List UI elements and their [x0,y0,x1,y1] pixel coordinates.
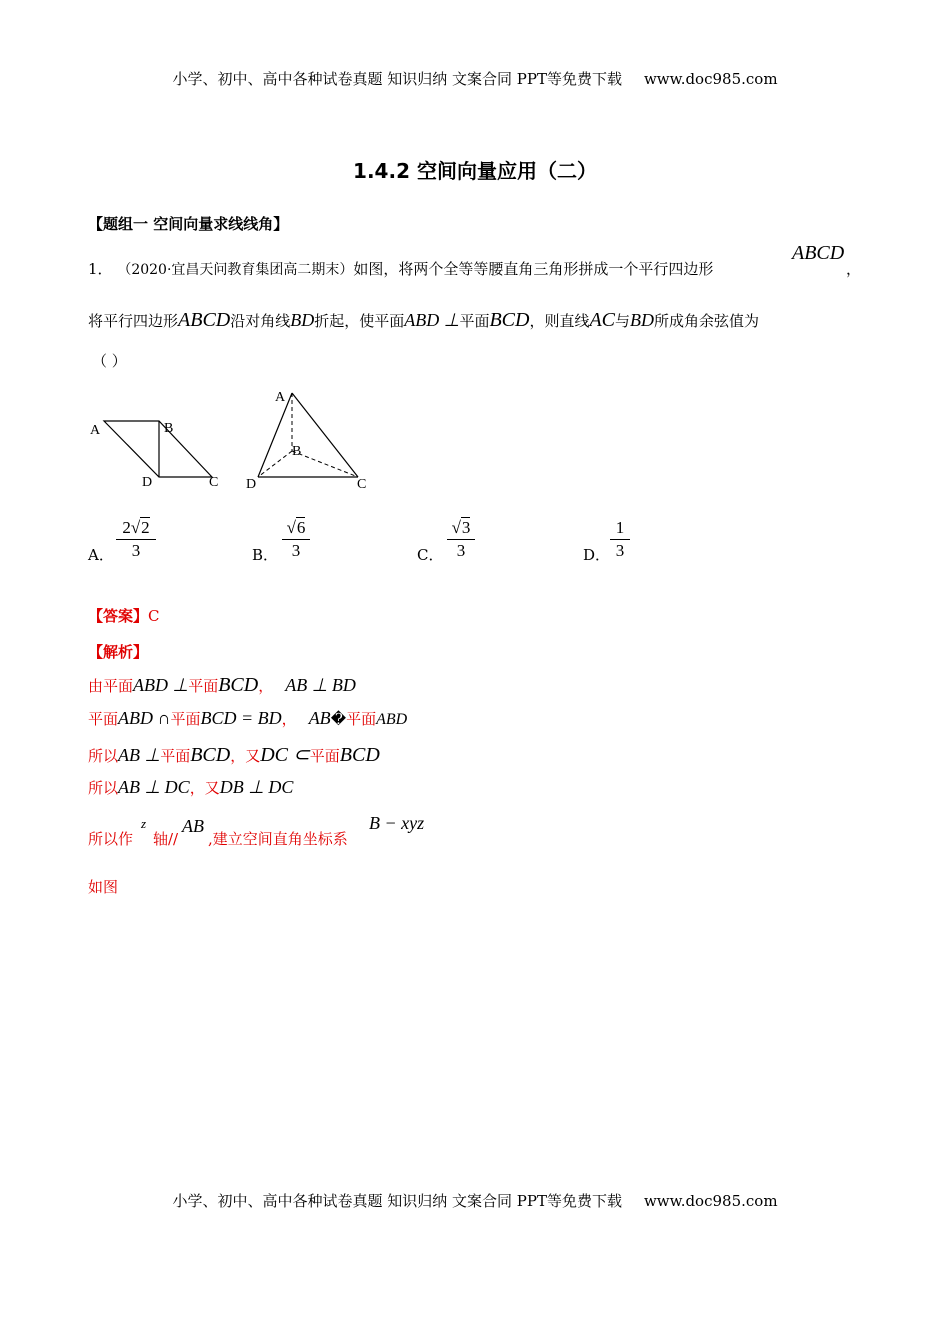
unknown-glyph: � [330,710,347,728]
option-c-denominator: 3 [456,541,466,560]
fraction-bar [447,539,475,540]
text-segment: ， [258,677,274,695]
radicand: 6 [296,518,306,537]
math-segment: BCD [339,744,380,766]
answer-blank: （ ） [92,352,127,370]
option-a-letter: A． [88,546,114,564]
question-number: 1． [88,260,113,278]
math-segment: ABD ⊥ [133,675,189,695]
comma: ， [846,260,862,278]
question-text: 如图，将两个全等等腰直角三角形拼成一个平行四边形 [353,260,714,278]
math-segment: AB ⊥ DC [118,777,190,797]
option-c-fraction [447,518,475,561]
page-title: 1.4.2 空间向量应用（二） [353,159,597,183]
math-segment: AB [308,708,331,728]
figure-tetrahedron [240,385,380,495]
question-source: （2020·宜昌天问教育集团高二期末） [117,262,354,278]
text-segment: 由平面 [88,677,134,695]
math-ac: AC [589,309,616,331]
math-bd: BD [290,310,315,330]
analysis-line-5-c: ,建立空间直角坐标系 [208,830,348,848]
question-line-1 [88,258,713,279]
label-c: C [209,475,219,490]
option-b-letter: B． [252,546,279,564]
footer-url: www.doc985.com [643,1192,778,1210]
text-segment: 将平行四边形 [88,312,179,330]
label-a: A [90,423,101,438]
text-segment: 沿对角线 [230,312,291,330]
text-segment: ， [281,710,297,728]
math-abcd: ABCD [178,309,231,331]
option-b-numerator: √6 [286,518,306,537]
page-header [0,68,950,89]
parallelogram-outline [104,421,212,477]
analysis-line-3 [88,742,380,767]
figure-parallelogram [84,410,234,495]
text-segment: ，又 [230,747,261,765]
fraction-bar [116,539,156,540]
coef: 2 [122,518,131,537]
text-segment: 平面 [459,312,490,330]
option-a-denominator: 3 [131,541,141,560]
math-segment: ABD [376,711,408,728]
analysis-line-4 [88,777,293,798]
option-c-numerator: √3 [451,518,471,537]
math-segment: AB ⊥ [118,745,161,765]
option-a-fraction [116,518,156,561]
math-bd: BD [630,310,655,330]
analysis-line-6: 如图 [88,878,119,896]
question-line-2 [88,309,759,332]
math-abd-perp: ABD ⊥ [404,310,460,330]
analysis-line-5-b: 轴// [153,830,179,848]
math-segment: BCD [190,744,231,766]
option-c-letter: C． [417,546,444,564]
text-segment: 平面 [160,747,191,765]
option-d-numerator: 1 [615,518,625,537]
math-segment: BCD = BD [200,708,282,728]
analysis-line-2 [88,708,407,729]
math-z: z [141,816,147,831]
label-b: B [292,444,302,459]
math-segment: ABD ∩ [118,708,171,728]
fraction-bar [282,539,310,540]
analysis-label: 【解析】 [88,643,149,661]
text-segment: 平面 [346,710,377,728]
header-text: 小学、初中、高中各种试卷真题 知识归纳 文案合同 PPT等免费下载 [172,70,622,88]
option-a-numerator: 2√2 [122,518,150,537]
math-ab: AB [182,816,204,836]
text-segment: 折起，使平面 [314,312,405,330]
option-b-fraction [282,518,310,561]
answer-value: C [148,607,160,625]
math-segment: DC ⊂ [260,744,310,766]
label-a: A [275,390,286,405]
text-segment: 平面 [309,747,340,765]
text-segment: ，则直线 [529,312,590,330]
page-footer [0,1190,950,1211]
math-coordinate-system: B − xyz [369,813,425,833]
text-segment: 所以 [88,747,119,765]
label-c: C [357,477,367,492]
option-d-fraction [610,518,630,561]
label-d: D [246,477,257,492]
text-segment: 所以 [88,779,119,797]
label-b: B [164,421,174,436]
math-segment: BCD [218,674,259,696]
answer-label: 【答案】 [88,607,149,625]
text-segment: 平面 [88,710,119,728]
text-segment: 平面 [170,710,201,728]
text-segment: 所成角余弦值为 [654,312,760,330]
math-segment: AB ⊥ BD [285,675,356,695]
math-segment: DB ⊥ DC [219,777,294,797]
analysis-line-5-a: 所以作 [88,830,134,848]
label-d: D [142,475,153,490]
analysis-line-1 [88,674,356,697]
text-segment: ，又 [189,779,220,797]
radicand: 3 [461,518,471,537]
option-b-denominator: 3 [291,541,301,560]
text-segment: 平面 [188,677,219,695]
math-bcd: BCD [489,309,530,331]
answer [88,605,160,626]
option-d-letter: D． [583,546,611,564]
fraction-bar [610,539,630,540]
footer-text: 小学、初中、高中各种试卷真题 知识归纳 文案合同 PPT等免费下载 [172,1192,622,1210]
radicand: 2 [141,518,150,537]
option-d-denominator: 3 [615,541,625,560]
math-abcd: ABCD [792,242,845,264]
section-heading: 【题组一 空间向量求线线角】 [88,215,289,233]
header-url: www.doc985.com [643,70,778,88]
text-segment: 与 [615,312,631,330]
